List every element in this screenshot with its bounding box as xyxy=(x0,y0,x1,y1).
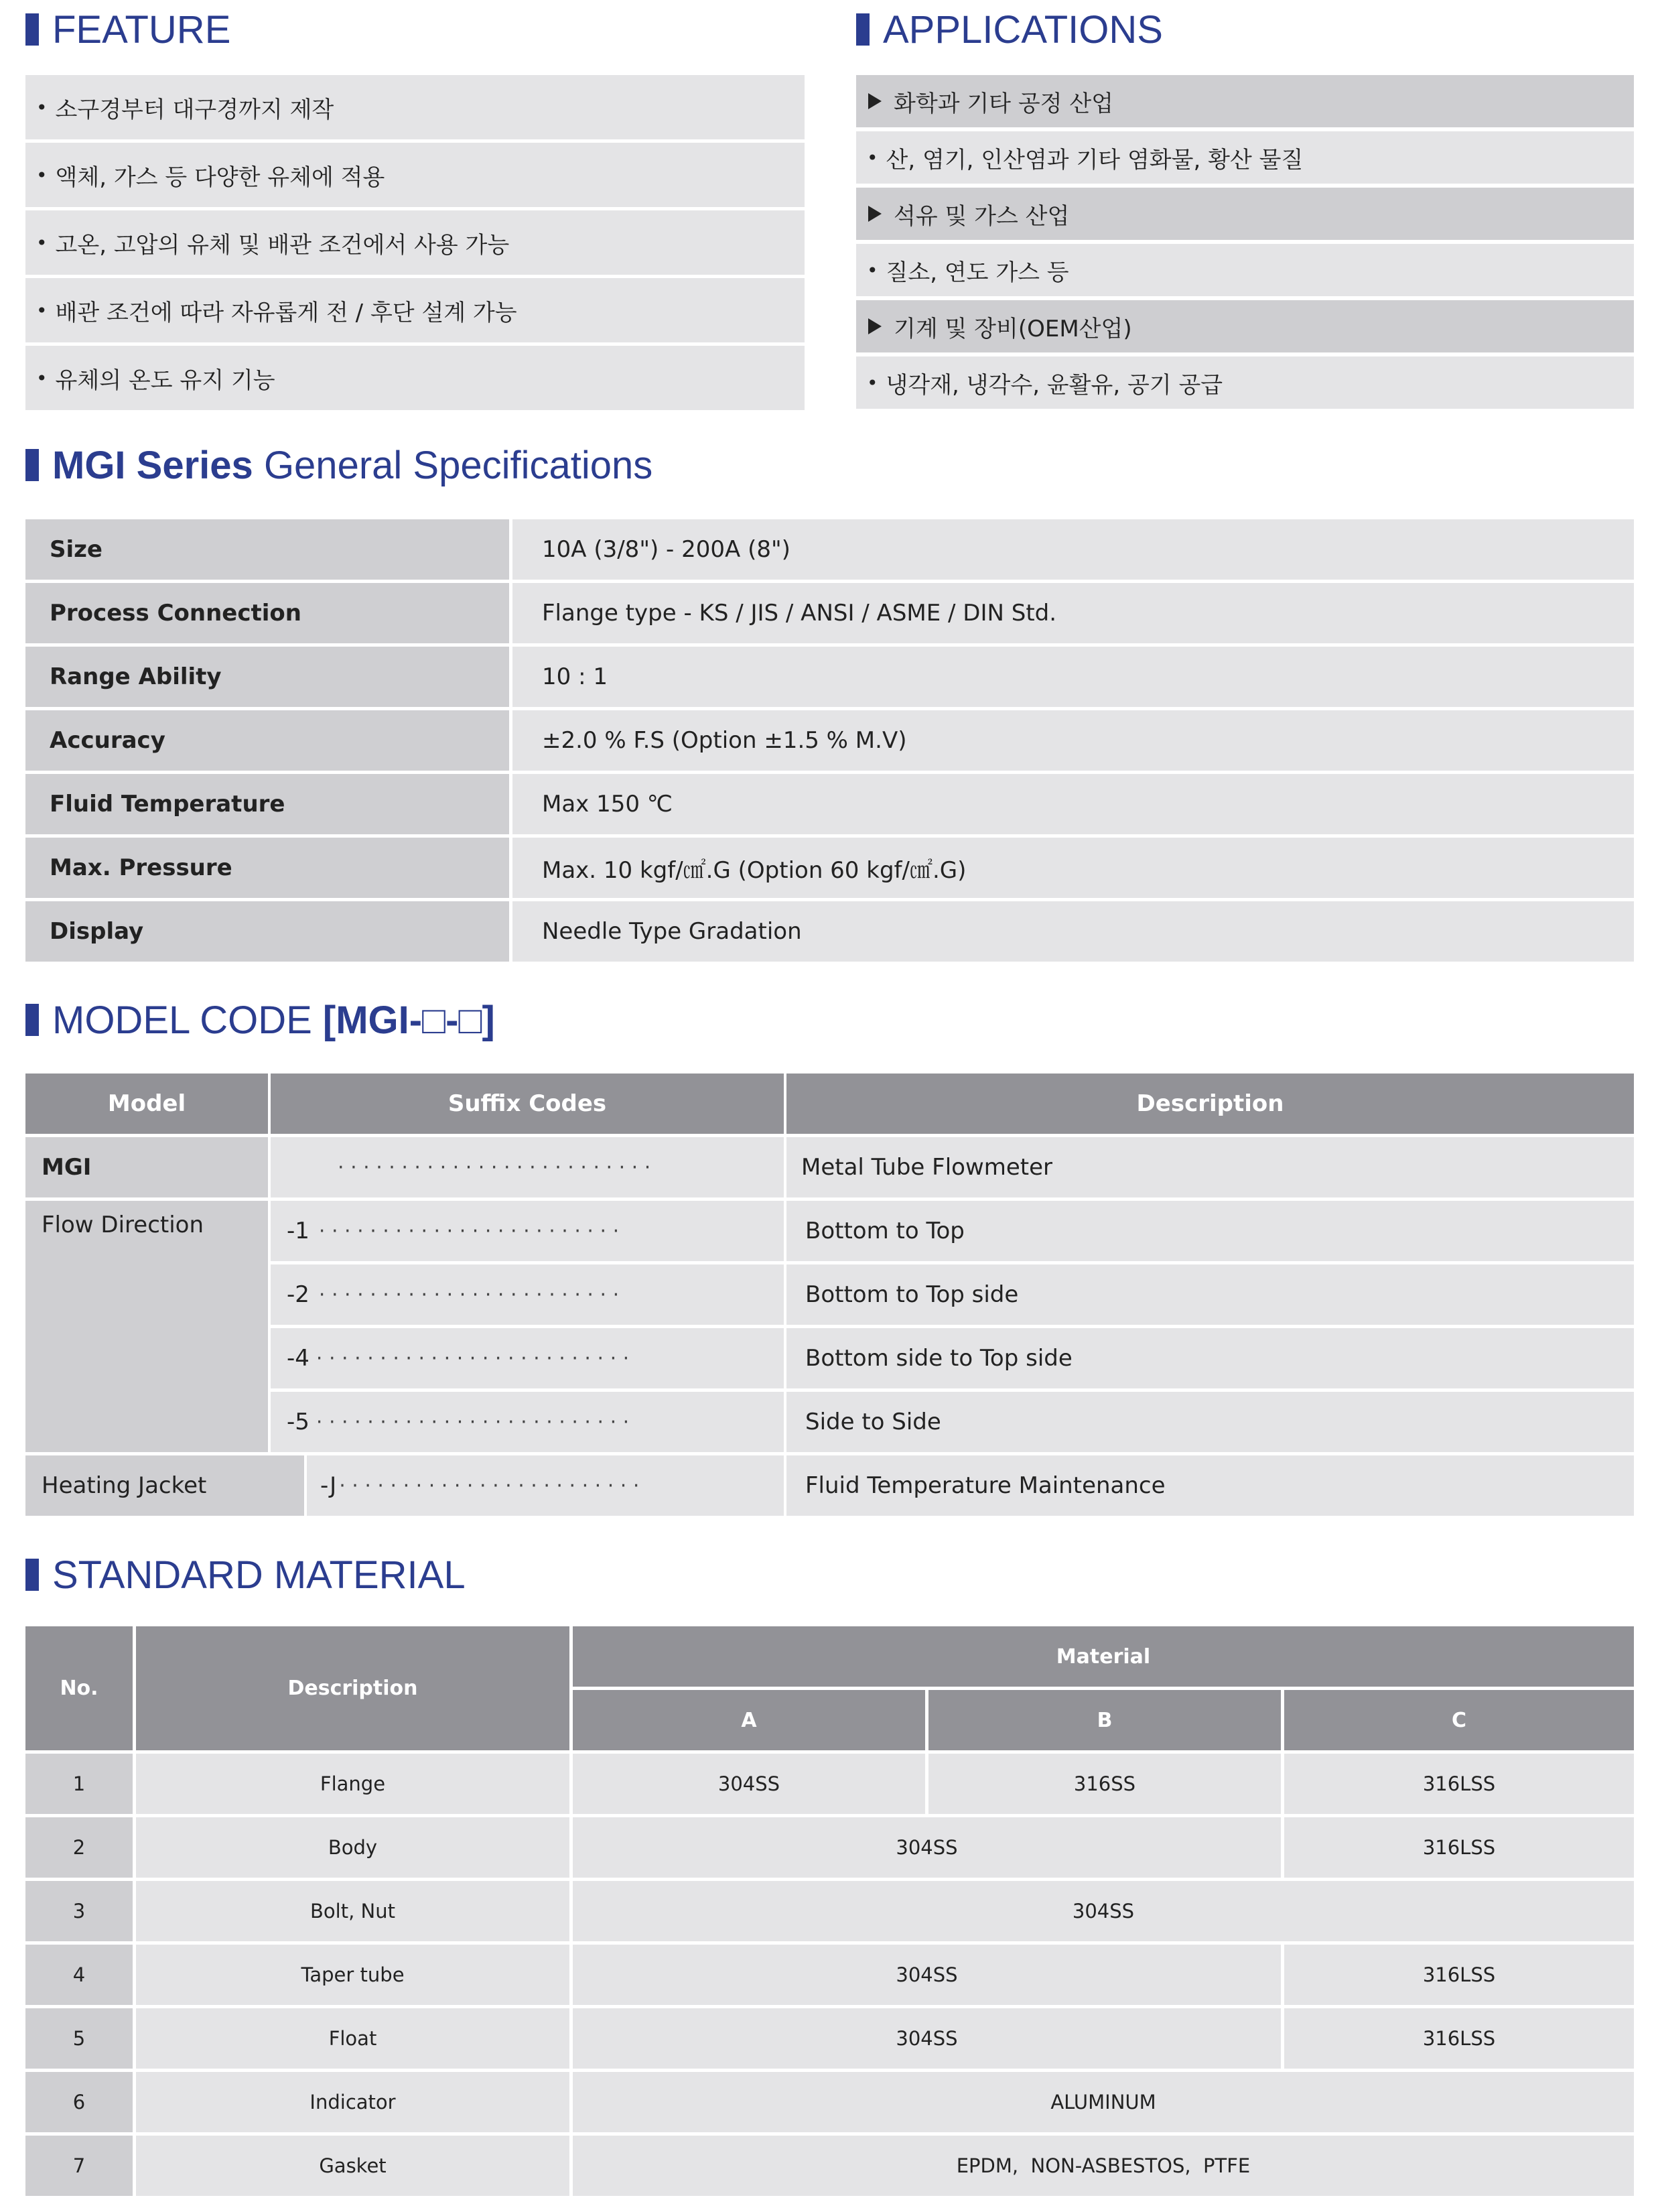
spec-value: 10A (3/8") - 200A (8") xyxy=(512,519,1634,580)
application-heading: 기계 및 장비(OEM산업) xyxy=(856,300,1634,352)
material-cell-ab: 304SS xyxy=(573,1817,1281,1878)
section-marker-icon xyxy=(25,13,39,46)
material-row-description: Gasket xyxy=(136,2136,569,2196)
header-description: Description xyxy=(786,1074,1634,1134)
spec-value: ±2.0 % F.S (Option ±1.5 % M.V) xyxy=(512,710,1634,771)
header-model: Model xyxy=(25,1074,268,1134)
material-cell-b: 316SS xyxy=(928,1754,1281,1814)
material-cell-ab: 304SS xyxy=(573,1945,1281,2005)
application-detail: • 산, 염기, 인산염과 기타 염화물, 황산 물질 xyxy=(856,131,1634,184)
material-row-no: 2 xyxy=(25,1817,133,1878)
spec-value: Needle Type Gradation xyxy=(512,901,1634,962)
spec-label: Range Ability xyxy=(25,647,509,707)
suffix-leader-dots: · · · · · · · · · · · · · · · · · · · · · · · · · xyxy=(271,1137,784,1197)
play-triangle-icon xyxy=(868,318,882,334)
material-cell-abc: EPDM, NON-ASBESTOS, PTFE xyxy=(573,2136,1634,2196)
material-cell-a: 304SS xyxy=(573,1754,925,1814)
header-no: No. xyxy=(25,1626,133,1750)
description-cell: Bottom to Top xyxy=(786,1201,1634,1261)
header-material-c: C xyxy=(1284,1690,1634,1750)
spec-value: Max 150 ℃ xyxy=(512,774,1634,834)
suffix-code-cell: -5 · · · · · · · · · · · · · · · · · · · · · · · · · xyxy=(271,1392,784,1452)
feature-item: • 고온, 고압의 유체 및 배관 조건에서 사용 가능 xyxy=(25,210,805,275)
bullet-icon: • xyxy=(36,299,48,322)
material-cell-abc: 304SS xyxy=(573,1881,1634,1941)
material-cell-c: 316LSS xyxy=(1284,1817,1634,1878)
material-cell-abc: ALUMINUM xyxy=(573,2072,1634,2132)
section-marker-icon xyxy=(25,1559,39,1591)
feature-item: • 액체, 가스 등 다양한 유체에 적용 xyxy=(25,143,805,207)
material-row-no: 5 xyxy=(25,2008,133,2069)
material-row-description: Taper tube xyxy=(136,1945,569,2005)
spec-label: Size xyxy=(25,519,509,580)
material-cell-ab: 304SS xyxy=(573,2008,1281,2069)
play-triangle-icon xyxy=(868,206,882,222)
bullet-icon: • xyxy=(36,367,48,389)
material-row-no: 6 xyxy=(25,2072,133,2132)
spec-label: Process Connection xyxy=(25,583,509,643)
material-cell-c: 316LSS xyxy=(1284,1754,1634,1814)
standard-material-title: STANDARD MATERIAL xyxy=(25,1553,466,1596)
application-heading: 화학과 기타 공정 산업 xyxy=(856,75,1634,127)
application-heading: 석유 및 가스 산업 xyxy=(856,188,1634,240)
section-marker-icon xyxy=(856,13,870,46)
model-code-title: MODEL CODE [MGI-□-□] xyxy=(25,998,495,1041)
bullet-icon: • xyxy=(867,259,878,281)
application-detail: • 냉각재, 냉각수, 윤활유, 공기 공급 xyxy=(856,356,1634,409)
description-cell: Side to Side xyxy=(786,1392,1634,1452)
flow-direction-label: Flow Direction xyxy=(25,1201,268,1452)
bullet-icon: • xyxy=(36,96,48,119)
application-detail: • 질소, 연도 가스 등 xyxy=(856,244,1634,296)
header-material: Material xyxy=(573,1626,1634,1687)
material-row-no: 7 xyxy=(25,2136,133,2196)
spec-value: 10 : 1 xyxy=(512,647,1634,707)
description-cell: Bottom to Top side xyxy=(786,1264,1634,1325)
applications-title: APPLICATIONS xyxy=(856,8,1163,51)
material-cell-c: 316LSS xyxy=(1284,1945,1634,2005)
section-marker-icon xyxy=(25,449,39,481)
specs-title: MGI Series General Specifications xyxy=(25,444,652,486)
material-row-description: Body xyxy=(136,1817,569,1878)
spec-label: Accuracy xyxy=(25,710,509,771)
feature-title: FEATURE xyxy=(25,8,230,51)
feature-item: • 소구경부터 대구경까지 제작 xyxy=(25,75,805,139)
spec-label: Fluid Temperature xyxy=(25,774,509,834)
feature-item: • 유체의 온도 유지 기능 xyxy=(25,346,805,410)
bullet-icon: • xyxy=(36,231,48,254)
material-row-description: Bolt, Nut xyxy=(136,1881,569,1941)
description-cell: Bottom side to Top side xyxy=(786,1328,1634,1388)
description-cell: Metal Tube Flowmeter xyxy=(786,1137,1634,1197)
suffix-code-cell: -1 · · · · · · · · · · · · · · · · · · · · · · · · xyxy=(271,1201,784,1261)
suffix-code-cell: -2 · · · · · · · · · · · · · · · · · · · · · · · · xyxy=(271,1264,784,1325)
heating-jacket-label: Heating Jacket xyxy=(25,1455,304,1516)
spec-value: Max. 10 kgf/㎠.G (Option 60 kgf/㎠.G) xyxy=(512,838,1634,898)
feature-item: • 배관 조건에 따라 자유롭게 전 / 후단 설계 가능 xyxy=(25,278,805,342)
material-row-no: 1 xyxy=(25,1754,133,1814)
header-description: Description xyxy=(136,1626,569,1750)
spec-value: Flange type - KS / JIS / ANSI / ASME / DIN Std. xyxy=(512,583,1634,643)
bullet-icon: • xyxy=(36,164,48,186)
material-row-description: Float xyxy=(136,2008,569,2069)
material-row-description: Indicator xyxy=(136,2072,569,2132)
material-row-no: 4 xyxy=(25,1945,133,2005)
header-material-b: B xyxy=(928,1690,1281,1750)
material-cell-c: 316LSS xyxy=(1284,2008,1634,2069)
spec-label: Display xyxy=(25,901,509,962)
model-cell-mgi: MGI xyxy=(25,1137,268,1197)
suffix-code-cell: -4 · · · · · · · · · · · · · · · · · · · · · · · · · xyxy=(271,1328,784,1388)
play-triangle-icon xyxy=(868,93,882,109)
material-row-no: 3 xyxy=(25,1881,133,1941)
header-material-a: A xyxy=(573,1690,925,1750)
bullet-icon: • xyxy=(867,146,878,169)
spec-label: Max. Pressure xyxy=(25,838,509,898)
material-row-description: Flange xyxy=(136,1754,569,1814)
section-marker-icon xyxy=(25,1004,39,1036)
description-cell: Fluid Temperature Maintenance xyxy=(786,1455,1634,1516)
bullet-icon: • xyxy=(867,371,878,394)
suffix-code-cell: -J · · · · · · · · · · · · · · · · · · · · · · · · xyxy=(307,1455,784,1516)
header-suffix-codes: Suffix Codes xyxy=(271,1074,784,1134)
